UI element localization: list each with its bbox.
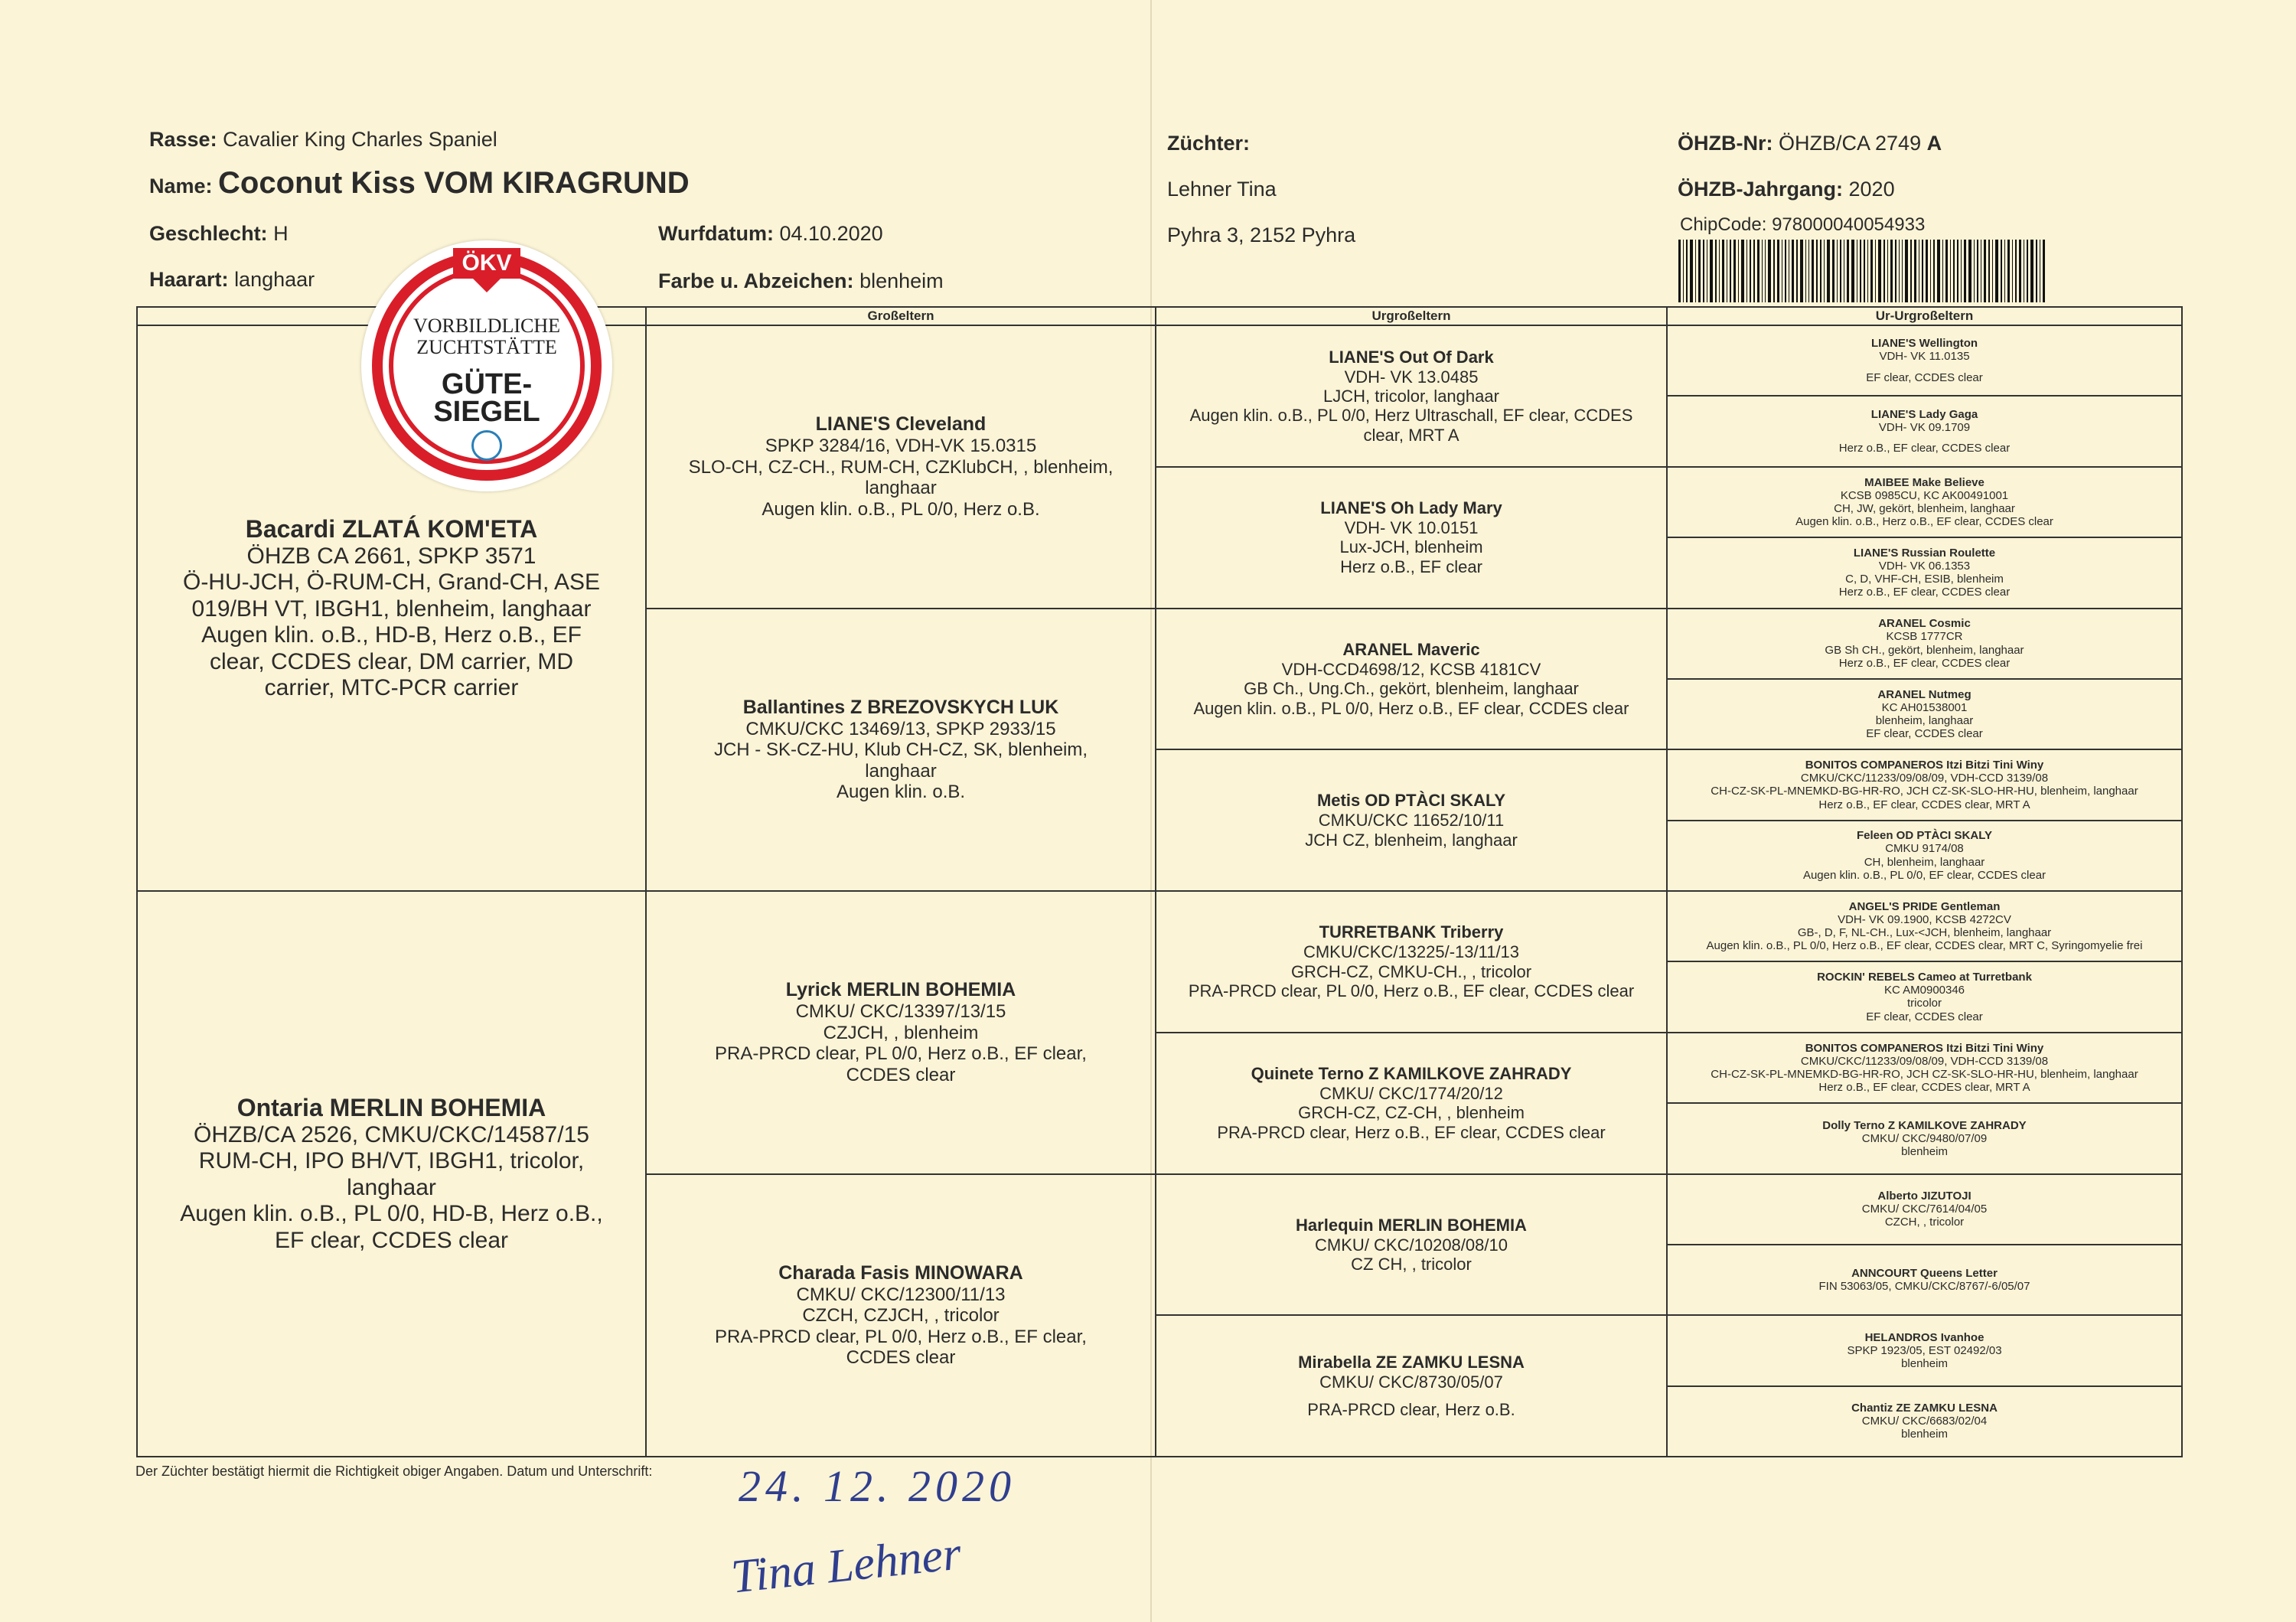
barcode-bar [1968, 240, 1971, 302]
dog-detail-line: Herz o.B., EF clear, CCDES clear [1838, 442, 2011, 455]
dog-detail-line: CCDES clear [846, 1347, 956, 1369]
great-great-grandparent-cell [1667, 609, 2182, 679]
dog-name: BONITOS COMPANEROS Itzi Bitzi Tini Winy [1805, 759, 2044, 772]
great-great-grandparent-cell [1667, 1386, 2182, 1457]
barcode-bar [1860, 240, 1861, 302]
dog-name: Charada Fasis MINOWARA [778, 1261, 1023, 1284]
barcode-bar [1808, 240, 1809, 302]
great-grandparent-cell [1156, 609, 1667, 750]
dog-detail-line: RUM-CH, IPO BH/VT, IBGH1, tricolor, [198, 1148, 585, 1174]
dog-detail-line: FIN 53063/05, CMKU/CKC/8767/-6/05/07 [1818, 1279, 2030, 1293]
barcode-bar [1937, 240, 1940, 302]
barcode-bar [1887, 240, 1888, 302]
barcode-bar [1961, 240, 1962, 302]
barcode-bar [1792, 240, 1794, 302]
zuechter-label: Züchter: [1167, 132, 1250, 155]
barcode-bar [2015, 240, 2017, 302]
dog-detail-line: blenheim, langhaar [1875, 713, 1974, 727]
barcode-bar [1820, 240, 1821, 302]
dog-name: Dolly Terno Z KAMILKOVE ZAHRADY [1822, 1118, 2027, 1132]
great-great-grandparent-cell [1667, 961, 2182, 1032]
dog-detail-line: PRA-PRCD clear, PL 0/0, Herz o.B., EF clear, [715, 1326, 1087, 1347]
barcode-bar [1883, 240, 1885, 302]
great-great-grandparent-cell [1667, 679, 2182, 749]
guetesiegel-seal [361, 240, 612, 491]
great-great-grandparent-cell [1667, 1174, 2182, 1245]
dog-detail-line: CZJCH, , blenheim [823, 1022, 979, 1043]
barcode-bar [1796, 240, 1798, 302]
dog-detail-line: CH-CZ-SK-PL-MNEMKD-BG-HR-RO, JCH CZ-SK-SLO-HR-HU, blenheim, langhaar [1711, 1067, 2138, 1081]
barcode-bar [1953, 240, 1955, 302]
barcode-bar [1945, 240, 1948, 302]
dog-detail-line: Augen klin. o.B., HD-B, Herz o.B., EF [201, 622, 582, 648]
barcode-bar [1722, 240, 1724, 302]
oekv-logo: ÖKV [453, 248, 520, 279]
dog-name: ARANEL Maveric [1342, 639, 1480, 659]
barcode-bar [2012, 240, 2013, 302]
barcode-bar [1738, 240, 1739, 302]
dog-name: Feleen OD PTÀCI SKALY [1857, 829, 1992, 843]
barcode-bar [1851, 240, 1854, 302]
grandparent-cell [646, 1174, 1156, 1457]
dog-detail-line: KC AM0900346 [1883, 984, 1965, 997]
barcode-bar [1942, 240, 1943, 302]
barcode-bar [1922, 240, 1923, 302]
great-great-grandparent-cell [1667, 821, 2182, 891]
dog-name: LIANE'S Russian Roulette [1853, 546, 1996, 560]
dog-detail-line: CMKU/CKC/13225/-13/11/13 [1303, 942, 1520, 962]
dog-name: TURRETBANK Triberry [1319, 922, 1504, 942]
great-great-grandparent-cell [1667, 1315, 2182, 1385]
barcode-bar [1765, 240, 1766, 302]
barcode-bar [1686, 240, 1688, 302]
dog-detail-line: CMKU/ CKC/10208/08/10 [1315, 1235, 1508, 1255]
grandparent-cell [646, 891, 1156, 1174]
col-header-great-grandparents: Urgroßeltern [1156, 307, 1667, 325]
dog-name: LIANE'S Cleveland [815, 413, 987, 436]
dog-name: LIANE'S Wellington [1870, 337, 1978, 351]
dog-detail-line: EF clear, CCDES clear [1866, 1010, 1983, 1023]
barcode-bar [1824, 240, 1825, 302]
breeder-signature: Tina Lehner [729, 1527, 964, 1604]
great-grandparent-cell [1156, 891, 1667, 1033]
barcode-bar [1977, 240, 1978, 302]
dog-detail-line: GRCH-CZ, CZ-CH, , blenheim [1298, 1103, 1525, 1123]
dog-name: BONITOS COMPANEROS Itzi Bitzi Tini Winy [1805, 1041, 2044, 1055]
chipcode-field: ChipCode: 978000040054933 [1680, 214, 1926, 235]
barcode-bar [1816, 240, 1818, 302]
dog-detail-line: SPKP 1923/05, EST 02492/03 [1847, 1343, 2002, 1357]
dog-detail-line: CMKU/CKC/11233/09/08/09, VDH-CCD 3139/08 [1800, 1054, 2049, 1068]
barcode-bar [1746, 240, 1747, 302]
barcode-bar [1992, 240, 1993, 302]
dog-detail-line: CMKU/ CKC/1774/20/12 [1319, 1084, 1503, 1104]
oehzb-nr-field: ÖHZB-Nr: ÖHZB/CA 2749 A [1678, 132, 1942, 155]
barcode-bar [2019, 240, 2021, 302]
barcode-bar [1899, 240, 1900, 302]
dog-name: Coconut Kiss VOM KIRAGRUND [218, 166, 690, 200]
barcode-bar [1710, 240, 1713, 302]
barcode-bar [1867, 240, 1868, 302]
barcode-bar [1895, 240, 1896, 302]
dog-name: Mirabella ZE ZAMKU LESNA [1298, 1353, 1525, 1372]
dog-detail-line: Herz o.B., EF clear, CCDES clear [1838, 656, 2011, 670]
barcode-bar [1703, 240, 1704, 302]
dog-detail-line: PRA-PRCD clear, Herz o.B. [1307, 1399, 1515, 1419]
barcode-bar [1750, 240, 1751, 302]
barcode-bar [1741, 240, 1744, 302]
dog-detail-line: EF clear, CCDES clear [274, 1227, 509, 1253]
dog-name: ARANEL Nutmeg [1877, 687, 1971, 701]
dog-detail-line: VDH- VK 11.0135 [1879, 350, 1970, 364]
dog-detail-line: Augen klin. o.B. [836, 782, 966, 803]
barcode-bar [1878, 240, 1881, 302]
dog-name: ROCKIN' REBELS Cameo at Turretbank [1817, 971, 2032, 984]
great-grandparent-cell [1156, 1174, 1667, 1316]
dog-detail-line: CMKU 9174/08 [1885, 842, 1964, 856]
dog-detail-line: CMKU/CKC 11652/10/11 [1318, 811, 1505, 831]
dog-detail-line: CMKU/ CKC/9480/07/09 [1861, 1131, 1988, 1145]
barcode-bar [2004, 240, 2005, 302]
dog-name: ARANEL Cosmic [1878, 617, 1971, 631]
barcode-bar [1683, 240, 1684, 302]
dog-detail-line: JCH CZ, blenheim, langhaar [1305, 830, 1518, 850]
dog-detail-line: ÖHZB/CA 2526, CMKU/CKC/14587/15 [194, 1121, 589, 1147]
great-grandparent-cell [1156, 1033, 1667, 1174]
barcode-bar [1995, 240, 1998, 302]
barcode-bar [2007, 240, 2010, 302]
dog-detail-line: C, D, VHF-CH, ESIB, blenheim [1845, 573, 2004, 586]
barcode-bar [1832, 240, 1835, 302]
geschlecht-field: Geschlecht: H [149, 222, 289, 245]
dog-detail-line: CH, JW, gekört, blenheim, langhaar [1834, 501, 2015, 515]
great-great-grandparent-cell [1667, 1033, 2182, 1103]
dog-detail-line: Augen klin. o.B., PL 0/0, Herz o.B., EF clear, CCDES clear, MRT C, Syringomyelie frei [1706, 939, 2143, 953]
spacer [1674, 364, 2175, 371]
dog-detail-line: Augen klin. o.B., Herz o.B., EF clear, CCDES clear [1795, 515, 2053, 529]
barcode-bar [1933, 240, 1935, 302]
great-great-grandparent-cell [1667, 537, 2182, 608]
dog-detail-line: CCDES clear [846, 1064, 956, 1085]
dog-detail-line: CMKU/ CKC/6683/02/04 [1861, 1415, 1988, 1428]
barcode-bar [1805, 240, 1806, 302]
dog-detail-line: EF clear, CCDES clear [1866, 370, 1983, 384]
dog-name: Chantiz ZE ZAMKU LESNA [1851, 1402, 1998, 1415]
seal-emblem-icon [471, 430, 502, 461]
dog-name: Lyrick MERLIN BOHEMIA [785, 979, 1016, 1001]
barcode-bar [1864, 240, 1865, 302]
dog-detail-line: VDH- VK 06.1353 [1878, 559, 1971, 573]
dog-detail-line: LJCH, tricolor, langhaar [1323, 387, 1499, 406]
barcode-bar [1773, 240, 1775, 302]
dog-detail-line: Herz o.B., EF clear, CCDES clear, MRT A [1818, 798, 2030, 811]
dog-detail-line: JCH - SK-CZ-HU, Klub CH-CZ, SK, blenheim, [713, 739, 1088, 761]
dog-detail-line: Augen klin. o.B., PL 0/0, Herz Ultraschall, EF clear, CCDES [1189, 406, 1633, 426]
dog-detail-line: KC AH01538001 [1881, 700, 1968, 714]
barcode-bar [1719, 240, 1720, 302]
barcode-bar [1812, 240, 1814, 302]
dog-detail-line: VDH- VK 09.1900, KCSB 4272CV [1838, 912, 2011, 926]
barcode-bar [1957, 240, 1958, 302]
dog-detail-line: SLO-CH, CZ-CH., RUM-CH, CZKlubCH, , blenheim, [688, 456, 1114, 478]
dog-detail-line: CMKU/ CKC/12300/11/13 [796, 1284, 1006, 1305]
grandparent-cell [646, 325, 1156, 609]
great-great-grandparent-cell [1667, 467, 2182, 537]
grandparent-cell [646, 609, 1156, 892]
dog-name: Quinete Terno Z KAMILKOVE ZAHRADY [1251, 1064, 1572, 1084]
barcode-bar [1698, 240, 1701, 302]
dog-detail-line: CH, blenheim, langhaar [1864, 855, 1985, 869]
barcode-bar [1777, 240, 1779, 302]
dog-detail-line: tricolor [1906, 997, 1942, 1010]
barcode-bar [1902, 240, 1903, 302]
dog-name: Alberto JIZUTOJI [1877, 1189, 1971, 1203]
dog-detail-line: GB Sh CH., gekört, blenheim, langhaar [1825, 643, 2024, 657]
dog-name: LIANE'S Out Of Dark [1329, 347, 1494, 367]
barcode-bar [1988, 240, 1990, 302]
dog-detail-line: langhaar [865, 760, 937, 782]
great-grandparent-cell [1156, 467, 1667, 609]
rasse-field: Rasse: Cavalier King Charles Spaniel [149, 128, 497, 151]
dog-name: MAIBEE Make Believe [1864, 475, 1985, 489]
dog-name: Metis OD PTÀCI SKALY [1316, 791, 1506, 811]
oehzb-jahrgang-field: ÖHZB-Jahrgang: 2020 [1678, 178, 1895, 201]
dog-detail-line: blenheim [1901, 1428, 1948, 1441]
dog-detail-line: CMKU/ CKC/13397/13/15 [795, 1001, 1006, 1023]
dog-detail-line: Augen klin. o.B., PL 0/0, HD-B, Herz o.B., [180, 1201, 603, 1227]
dog-name: LIANE'S Lady Gaga [1870, 407, 1978, 421]
dog-name: ANGEL'S PRIDE Gentleman [1848, 899, 2001, 913]
barcode-bar [1753, 240, 1755, 302]
great-great-grandparent-cell [1667, 396, 2182, 466]
barcode-bar [1905, 240, 1908, 302]
dog-detail-line: CMKU/ CKC/7614/04/05 [1861, 1202, 1988, 1216]
great-grandparent-cell [1156, 325, 1667, 467]
barcode-bar [1730, 240, 1731, 302]
dog-detail-line: Augen klin. o.B., PL 0/0, EF clear, CCDES clear [1802, 868, 2047, 882]
barcode-bar [1690, 240, 1693, 302]
breeder-confirmation: Der Züchter bestätigt hiermit die Richtigkeit obiger Angaben. Datum und Unterschrift: [135, 1464, 653, 1479]
dog-detail-line: CZ CH, , tricolor [1351, 1254, 1472, 1274]
dog-detail-line: VDH-CCD4698/12, KCSB 4181CV [1281, 659, 1541, 679]
oekv-logo-triangle [473, 279, 501, 292]
barcode-bar [1715, 240, 1717, 302]
dog-name: Ballantines Z BREZOVSKYCH LUK [742, 696, 1059, 718]
parent-cell [137, 891, 646, 1457]
dog-detail-line: VDH- VK 13.0485 [1344, 367, 1479, 387]
barcode-bar [1910, 240, 1912, 302]
great-great-grandparent-cell [1667, 1103, 2182, 1173]
barcode-bar [1762, 240, 1763, 302]
dog-detail-line: Augen klin. o.B., PL 0/0, Herz o.B. [762, 498, 1040, 520]
great-grandparent-cell [1156, 749, 1667, 891]
great-great-grandparent-cell [1667, 749, 2182, 820]
seal-text-main: GÜTE- SIEGEL [433, 368, 540, 428]
barcode-bar [1890, 240, 1893, 302]
barcode-bar [1914, 240, 1916, 302]
barcode-bar [1930, 240, 1931, 302]
great-great-grandparent-cell [1667, 325, 2182, 396]
barcode-bar [1827, 240, 1830, 302]
dog-name: Harlequin MERLIN BOHEMIA [1296, 1215, 1527, 1235]
dog-detail-line: langhaar [347, 1174, 436, 1200]
dog-detail-line: ÖHZB CA 2661, SPKP 3571 [246, 543, 536, 569]
dog-detail-line: KCSB 0985CU, KC AK00491001 [1840, 488, 2009, 502]
barcode-bar [1757, 240, 1760, 302]
dog-name: Ontaria MERLIN BOHEMIA [236, 1093, 546, 1121]
dog-detail-line: blenheim [1901, 1356, 1948, 1370]
barcode-bar [2001, 240, 2002, 302]
dog-detail-line: CMKU/ CKC/8730/05/07 [1319, 1372, 1503, 1392]
dog-name: Bacardi ZLATÁ KOM'ETA [245, 514, 538, 543]
great-great-grandparent-cell [1667, 891, 2182, 961]
barcode-bar [1837, 240, 1838, 302]
dog-detail-line: PRA-PRCD clear, Herz o.B., EF clear, CCDES clear [1217, 1122, 1606, 1142]
barcode-bar [1733, 240, 1736, 302]
barcode-bar [1926, 240, 1928, 302]
great-great-grandparent-cell [1667, 1245, 2182, 1315]
barcode-bar [1678, 240, 1681, 302]
dog-detail-line: GB Ch., Ung.Ch., gekört, blenheim, langhaar [1244, 679, 1579, 699]
zuechter-name: Lehner Tina [1167, 178, 1277, 201]
dog-detail-line: Herz o.B., EF clear [1340, 556, 1482, 576]
barcode-bar [1984, 240, 1986, 302]
barcode-bar [1875, 240, 1876, 302]
name-field: Name: Coconut Kiss VOM KIRAGRUND [149, 166, 690, 200]
dog-detail-line: CH-CZ-SK-PL-MNEMKD-BG-HR-RO, JCH CZ-SK-SLO-HR-HU, blenheim, langhaar [1711, 785, 2138, 798]
dog-detail-line: PRA-PRCD clear, PL 0/0, Herz o.B., EF clear, CCDES clear [1188, 981, 1635, 1001]
barcode-bar [1785, 240, 1786, 302]
dog-detail-line: langhaar [865, 478, 937, 499]
dog-detail-line: carrier, MTC-PCR carrier [264, 675, 519, 700]
handwritten-date: 24. 12. 2020 [739, 1461, 1016, 1511]
seal-text-top: VORBILDLICHE ZUCHTSTÄTTE [413, 315, 561, 358]
barcode-bar [1800, 240, 1803, 302]
barcode-bar [1840, 240, 1841, 302]
dog-detail-line: 019/BH VT, IBGH1, blenheim, langhaar [191, 596, 592, 622]
col-header-great-great-grandparents: Ur-Urgroßeltern [1667, 307, 2182, 325]
barcode-bar [1695, 240, 1696, 302]
barcode-bar [1847, 240, 1849, 302]
barcode-bar [1768, 240, 1771, 302]
farbe-field: Farbe u. Abzeichen: blenheim [658, 269, 944, 292]
great-grandparent-cell [1156, 1315, 1667, 1457]
dog-detail-line: VDH- VK 09.1709 [1878, 420, 1971, 434]
dog-detail-line: PRA-PRCD clear, PL 0/0, Herz o.B., EF clear, [715, 1043, 1087, 1065]
dog-detail-line: CMKU/CKC/11233/09/08/09, VDH-CCD 3139/08 [1800, 772, 2049, 785]
dog-name: ANNCOURT Queens Letter [1851, 1266, 1998, 1280]
dog-detail-line: clear, CCDES clear, DM carrier, MD [209, 648, 574, 674]
dog-detail-line: GB-, D, F, NL-CH., Lux-<JCH, blenheim, langhaar [1797, 926, 2052, 940]
dog-name: HELANDROS Ivanhoe [1864, 1330, 1985, 1344]
col-header-grandparents: Großeltern [646, 307, 1156, 325]
barcode-bar [1950, 240, 1951, 302]
dog-name: LIANE'S Oh Lady Mary [1320, 498, 1502, 518]
spacer [1674, 434, 2175, 442]
barcode-bar [2030, 240, 2033, 302]
dog-detail-line: CMKU/CKC 13469/13, SPKP 2933/15 [745, 718, 1056, 739]
barcode-bar [1964, 240, 1966, 302]
dog-detail-line: Ö-HU-JCH, Ö-RUM-CH, Grand-CH, ASE [182, 569, 601, 595]
haarart-field: Haarart: langhaar [149, 268, 315, 291]
dog-detail-line: Herz o.B., EF clear, CCDES clear [1838, 586, 2011, 599]
dog-detail-line: blenheim [1901, 1144, 1948, 1158]
dog-detail-line: VDH- VK 10.0151 [1344, 518, 1479, 538]
barcode-bar [1974, 240, 1975, 302]
dog-detail-line: Lux-JCH, blenheim [1339, 537, 1483, 557]
zuechter-address: Pyhra 3, 2152 Pyhra [1167, 224, 1356, 246]
barcode-bar [2043, 240, 2045, 302]
wurfdatum-field: Wurfdatum: 04.10.2020 [658, 222, 883, 245]
dog-detail-line: KCSB 1777CR [1886, 630, 1963, 644]
dog-detail-line: SPKP 3284/16, VDH-VK 15.0315 [765, 436, 1037, 457]
barcode-bar [2027, 240, 2028, 302]
dog-detail-line: CZCH, CZJCH, , tricolor [802, 1305, 1000, 1327]
chip-barcode [1678, 240, 2135, 302]
dog-detail-line: GRCH-CZ, CMKU-CH., , tricolor [1290, 961, 1532, 981]
dog-detail-line: EF clear, CCDES clear [1866, 727, 1983, 741]
dog-detail-line: clear, MRT A [1363, 425, 1459, 445]
barcode-bar [1870, 240, 1873, 302]
dog-detail-line: CZCH, , tricolor [1884, 1216, 1965, 1229]
spacer [1163, 1392, 1660, 1400]
barcode-bar [2036, 240, 2037, 302]
dog-detail-line: Herz o.B., EF clear, CCDES clear, MRT A [1818, 1081, 2030, 1095]
dog-detail-line: Augen klin. o.B., PL 0/0, Herz o.B., EF clear, CCDES clear [1193, 698, 1629, 718]
